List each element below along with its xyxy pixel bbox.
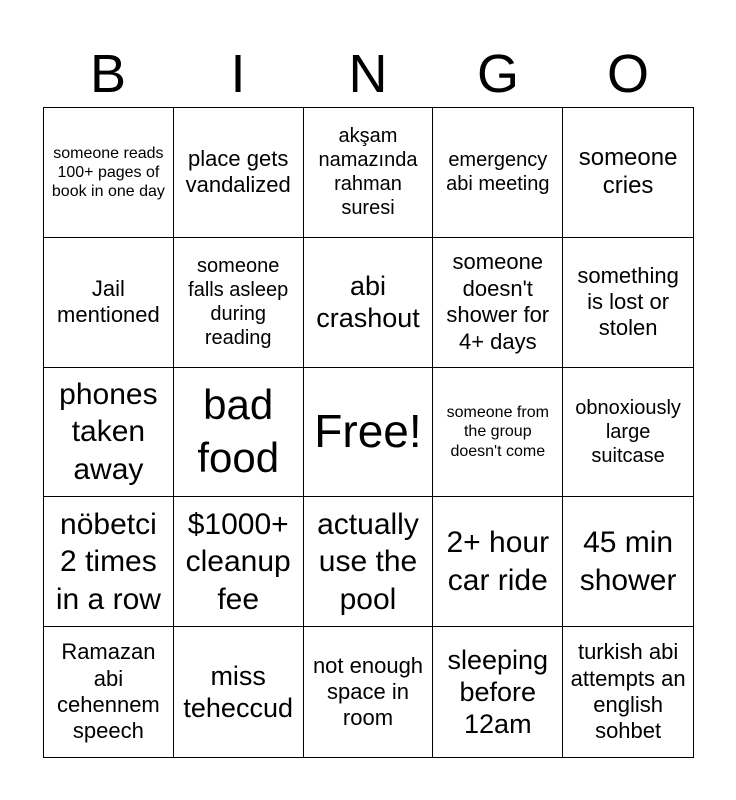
- bingo-cell[interactable]: [174, 108, 304, 238]
- cell-text: miss teheccud: [183, 660, 293, 724]
- cell-text: akşam namazında rahman suresi: [318, 125, 418, 220]
- cell-text: nöbetci 2 times in a row: [55, 507, 161, 616]
- cell-text: someone from the group doesn't come: [446, 404, 549, 460]
- cell-text: not enough space in room: [312, 652, 424, 731]
- header-letter-n: N: [348, 44, 388, 104]
- cell-text: someone falls asleep during reading: [188, 255, 289, 350]
- cell-text: someone cries: [578, 143, 678, 200]
- cell-text: phones taken away: [59, 377, 158, 486]
- bingo-cell[interactable]: [174, 497, 304, 627]
- bingo-board: [43, 107, 694, 758]
- cell-text: something is lost or stolen: [577, 262, 679, 341]
- bingo-cell[interactable]: [174, 627, 304, 757]
- cell-text: abi crashout: [316, 270, 420, 334]
- bingo-cell[interactable]: [563, 627, 693, 757]
- header-letter-b: B: [89, 44, 127, 104]
- bingo-cell[interactable]: [174, 238, 304, 368]
- cell-text: sleeping before 12am: [447, 644, 549, 740]
- cell-text: emergency abi meeting: [446, 149, 550, 196]
- bingo-cell[interactable]: [563, 368, 693, 498]
- cell-text: place gets vandalized: [185, 146, 291, 198]
- bingo-cell[interactable]: [433, 627, 563, 757]
- free-space-cell[interactable]: [304, 368, 434, 498]
- bingo-cell[interactable]: [44, 368, 174, 498]
- cell-text: Jail mentioned: [57, 275, 160, 328]
- bingo-cell[interactable]: [433, 368, 563, 498]
- cell-text: someone reads 100+ pages of book in one day: [51, 144, 165, 200]
- cell-text: 45 min shower: [579, 526, 677, 597]
- cell-text: obnoxiously large suitcase: [575, 396, 681, 467]
- bingo-cell[interactable]: [44, 108, 174, 238]
- cell-text: bad food: [197, 381, 280, 481]
- bingo-cell[interactable]: [174, 368, 304, 498]
- bingo-cell[interactable]: [304, 627, 434, 757]
- header-letter-o: O: [606, 44, 649, 104]
- cell-text: someone doesn't shower for 4+ days: [446, 249, 550, 354]
- cell-text: 2+ hour car ride: [446, 526, 550, 597]
- cell-text: $1000+ cleanup fee: [185, 507, 291, 616]
- bingo-cell[interactable]: [563, 497, 693, 627]
- cell-text: turkish abi attempts an english sohbet: [570, 639, 686, 744]
- bingo-cell[interactable]: [433, 108, 563, 238]
- cell-text: actually use the pool: [317, 507, 419, 616]
- cell-text: Ramazan abi cehennem speech: [57, 639, 160, 744]
- bingo-cell[interactable]: [44, 238, 174, 368]
- header-letter-g: G: [476, 44, 519, 104]
- bingo-cell[interactable]: [433, 497, 563, 627]
- bingo-cell[interactable]: [563, 238, 693, 368]
- bingo-header: [43, 40, 693, 108]
- bingo-cell[interactable]: [433, 238, 563, 368]
- bingo-cell[interactable]: [304, 108, 434, 238]
- cell-text: Free!: [314, 405, 422, 458]
- bingo-cell[interactable]: [304, 497, 434, 627]
- bingo-cell[interactable]: [44, 497, 174, 627]
- bingo-cell[interactable]: [304, 238, 434, 368]
- bingo-cell[interactable]: [44, 627, 174, 757]
- header-letter-i: I: [230, 44, 246, 104]
- bingo-cell[interactable]: [563, 108, 693, 238]
